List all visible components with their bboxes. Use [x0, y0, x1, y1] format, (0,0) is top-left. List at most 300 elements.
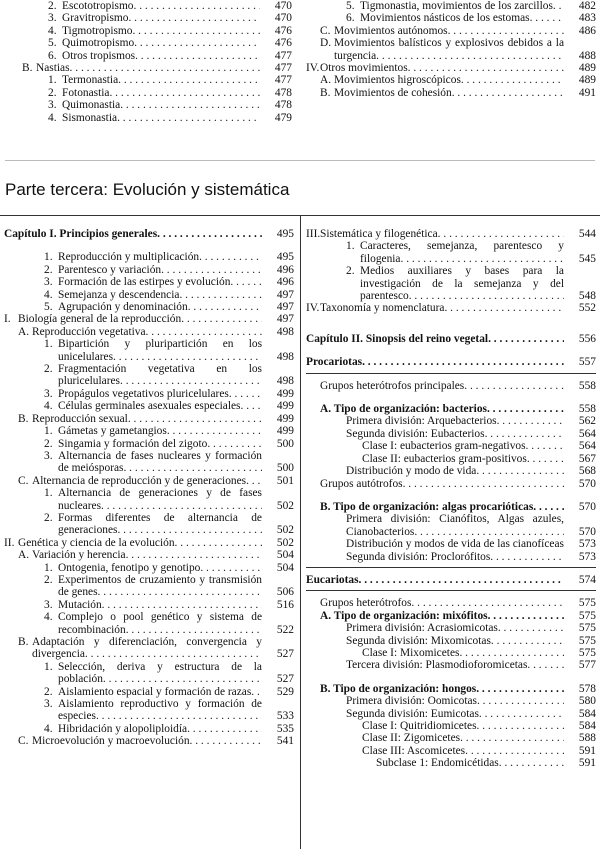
toc-entry-number: B.: [18, 636, 29, 648]
toc-entry-page: 496: [276, 263, 294, 276]
toc-entry-page: 548: [578, 290, 596, 303]
toc-entry-page: 504: [276, 549, 294, 562]
toc-entry-page: 591: [578, 757, 596, 770]
toc-entry-page: 558: [578, 403, 596, 416]
toc-entry-page: 496: [276, 276, 294, 289]
toc-entry-title: Primera división: Cianófitos, Algas azules, Cianobacterios: [346, 513, 564, 538]
toc-entry-page: 578: [578, 682, 596, 695]
toc-entry-title: Selección, deriva y estructura de la población: [58, 660, 262, 686]
toc-entry-number: 1.: [44, 338, 53, 351]
toc-entry-page: 522: [276, 623, 294, 636]
toc-entry-title: Células germinales asexuales especiales: [58, 400, 241, 413]
group-rule: [306, 590, 596, 591]
toc-entry-title: Fotonastia: [62, 86, 110, 99]
toc-entry-title: Escototropismo: [62, 0, 134, 12]
toc-entry-page: 477: [274, 62, 292, 75]
toc-entry-title: Quimotropismo: [62, 37, 135, 50]
toc-entry-page: 486: [578, 24, 596, 37]
toc-entry-title: Clase III: Ascomicetes: [362, 744, 466, 757]
toc-entry-number: 4.: [48, 24, 57, 37]
toc-entry[interactable]: [8, 50, 292, 62]
toc-entry-number: 4.: [44, 288, 53, 301]
spacer: [306, 345, 596, 356]
toc-entry-title: Clase II: eubacterios gram-positivos: [362, 452, 527, 465]
toc-entry[interactable]: [306, 0, 596, 12]
toc-entry-page: 516: [276, 598, 294, 611]
toc-entry-title: Aislamiento espacial y formación de razas: [58, 685, 252, 698]
toc-entry-page: 499: [276, 400, 294, 413]
toc-entry-page: 541: [276, 735, 294, 748]
toc-entry-number: 2.: [44, 511, 53, 524]
toc-entry[interactable]: [306, 403, 596, 415]
toc-entry[interactable]: [306, 12, 596, 24]
toc-entry-page: 495: [276, 251, 294, 264]
toc-entry-number: 6.: [346, 12, 355, 25]
toc-entry-number: 2.: [44, 685, 53, 698]
toc-entry-title: Capítulo I. Principios generales: [4, 228, 158, 240]
toc-entry[interactable]: [8, 62, 292, 74]
toc-entry-number: A.: [18, 549, 30, 562]
toc-entry-title: Tigmotropismo: [62, 24, 133, 37]
toc-entry-title: Grupos heterótrofos: [320, 597, 412, 610]
toc-entry[interactable]: [306, 478, 596, 490]
toc-entry-number: C.: [18, 735, 29, 748]
toc-entry[interactable]: [306, 610, 596, 622]
toc-entry-page: 564: [578, 440, 596, 453]
toc-entry[interactable]: [4, 326, 294, 338]
toc-entry-title: Distribución y modo de vida: [346, 465, 477, 478]
toc-entry-title: Otros movimientos: [320, 62, 408, 75]
toc-entry-page: 577: [578, 659, 596, 672]
group-rule: [306, 373, 596, 374]
toc-entry-title: Movimientos balísticos y explosivos debidos a la turgencia: [334, 37, 564, 62]
toc-entry[interactable]: [4, 289, 294, 301]
toc-entry-page: 580: [578, 695, 596, 708]
toc-entry[interactable]: [4, 425, 294, 437]
toc-entry[interactable]: [306, 428, 596, 440]
toc-entry-page: 502: [276, 536, 294, 549]
toc-entry-page: 488: [578, 49, 596, 62]
toc-entry[interactable]: [4, 611, 294, 636]
toc-entry-title: Subclase 1: Endomicétidas: [376, 757, 499, 770]
toc-entry[interactable]: [306, 333, 596, 345]
toc-entry-page: 556: [578, 332, 596, 345]
toc-entry-title: Reproducción y multiplicación: [58, 251, 200, 264]
toc-entry[interactable]: [4, 636, 294, 661]
toc-entry-page: 564: [578, 427, 596, 440]
toc-entry-title: Formación de las estirpes y evolución: [58, 276, 231, 289]
toc-entry-title: Clase II: Zigomicetes: [362, 732, 461, 745]
group-rule: [306, 567, 596, 568]
toc-entry-title: Adaptación y diferenciación, convergencia y divergencia: [32, 636, 262, 661]
toc-entry-title: Alternancia de reproducción y de generaciones: [32, 474, 247, 487]
toc-entry-page: 529: [276, 685, 294, 698]
toc-entry-page: 499: [276, 412, 294, 425]
toc-entry[interactable]: [8, 0, 292, 12]
toc-entry-title: Primera división: Acrasiomicotas: [346, 622, 498, 635]
toc-entry-number: B.: [22, 62, 33, 75]
toc-entry-number: 4.: [44, 722, 53, 735]
toc-entry-title: Formas diferentes de alternancia de generaciones: [58, 511, 262, 537]
toc-entry-page: 479: [274, 111, 292, 124]
toc-entry-page: 568: [578, 465, 596, 478]
toc-entry[interactable]: [306, 415, 596, 427]
column-separator: [300, 215, 301, 849]
spacer: [306, 392, 596, 403]
toc-entry[interactable]: [306, 356, 596, 368]
toc-entry-title: Eucariotas: [306, 573, 359, 586]
toc-entry-number: 3.: [48, 12, 57, 25]
toc-entry-page: 495: [276, 228, 294, 240]
toc-entry-title: Segunda división: Eumicotas: [346, 707, 479, 720]
toc-entry[interactable]: [306, 265, 596, 302]
toc-entry-number: B.: [320, 86, 331, 99]
toc-entry-page: 478: [274, 99, 292, 112]
toc-entry-page: 562: [578, 415, 596, 428]
toc-entry[interactable]: [306, 380, 596, 392]
toc-entry-title: Tigmonastia, movimientos de los zarcillos: [360, 0, 553, 12]
toc-entry[interactable]: [4, 686, 294, 698]
toc-entry-page: 504: [276, 561, 294, 574]
toc-entry-page: 483: [578, 12, 596, 25]
toc-entry-title: Semejanza y descendencia: [58, 288, 180, 301]
toc-entry-page: 497: [276, 301, 294, 314]
toc-entry[interactable]: [4, 549, 294, 561]
toc-entry-title: Clase I: Mixomicetes: [362, 646, 460, 659]
toc-entry[interactable]: [4, 276, 294, 288]
toc-entry-number: 3.: [44, 276, 53, 289]
toc-entry-title: Grupos heterótrofos principales: [320, 379, 465, 392]
toc-entry-page: 476: [274, 37, 292, 50]
toc-entry-page: 584: [578, 720, 596, 732]
toc-entry[interactable]: [306, 574, 596, 586]
toc-entry-number: 1.: [48, 74, 57, 87]
toc-entry-title: Grupos autótrofos: [320, 477, 403, 490]
toc-entry-page: 500: [276, 462, 294, 475]
toc-entry-number: C.: [18, 474, 29, 487]
toc-entry-page: 575: [578, 646, 596, 659]
toc-entry-page: 535: [276, 722, 294, 735]
toc-entry[interactable]: [306, 74, 596, 86]
toc-entry-title: Gravitropismo: [62, 12, 129, 25]
toc-entry-title: Reproducción sexual: [32, 412, 128, 425]
toc-entry-page: 527: [276, 673, 294, 686]
toc-entry[interactable]: [306, 228, 596, 240]
toc-entry-title: Genética y ciencia de la evolución: [18, 536, 175, 549]
toc-entry[interactable]: [306, 87, 596, 99]
toc-entry-page: 545: [578, 252, 596, 265]
toc-entry-number: 3.: [44, 698, 53, 711]
toc-entry-page: 575: [578, 634, 596, 647]
toc-entry-number: 4.: [44, 611, 53, 624]
toc-entry[interactable]: [306, 440, 596, 452]
toc-entry-title: Gámetas y gametangios: [58, 425, 167, 438]
toc-entry-page: 482: [578, 0, 596, 12]
toc-entry-title: Tercera división: Plasmodioforomicetas: [346, 659, 528, 672]
toc-entry-number: 1.: [44, 561, 53, 574]
toc-entry[interactable]: [306, 720, 596, 732]
toc-entry[interactable]: [4, 487, 294, 512]
toc-entry-title: Distribución y modos de vida de las cianofíceas: [346, 538, 564, 551]
toc-entry-title: Caracteres, semejanza, parentesco y filogenia: [360, 240, 564, 265]
toc-entry-title: Bipartición y pluripartición en los unicelulares: [58, 338, 262, 363]
toc-entry[interactable]: [306, 635, 596, 647]
toc-entry[interactable]: [306, 465, 596, 477]
toc-entry[interactable]: [8, 12, 292, 24]
toc-entry[interactable]: [4, 537, 294, 549]
toc-entry-number: A.: [18, 325, 30, 338]
toc-entry[interactable]: [306, 37, 596, 62]
toc-entry-title: Sismonastia: [62, 111, 118, 124]
toc-entry[interactable]: [8, 25, 292, 37]
toc-entry[interactable]: [8, 112, 292, 124]
toc-entry-page: 497: [276, 288, 294, 301]
toc-entry[interactable]: [4, 301, 294, 313]
toc-entry-number: 2.: [48, 86, 57, 99]
toc-top-right: [306, 0, 596, 99]
toc-entry-title: Quimonastia: [62, 99, 121, 112]
toc-entry-number: 1.: [44, 251, 53, 264]
toc-entry-page: 567: [578, 452, 596, 465]
toc-entry[interactable]: [4, 698, 294, 723]
toc-entry-number: D.: [320, 37, 332, 50]
toc-entry[interactable]: [306, 453, 596, 465]
toc-entry-page: 502: [276, 499, 294, 512]
toc-entry-page: 575: [578, 597, 596, 610]
toc-entry[interactable]: [306, 622, 596, 634]
toc-entry-title: Movimientos autónomos: [334, 24, 448, 37]
toc-entry-title: Ontogenia, fenotipo y genotipo: [58, 561, 201, 574]
toc-entry-page: 533: [276, 710, 294, 723]
toc-entry[interactable]: [306, 62, 596, 74]
toc-entry-page: 491: [578, 86, 596, 99]
toc-entry[interactable]: [306, 732, 596, 744]
toc-entry-page: 573: [578, 550, 596, 563]
toc-entry[interactable]: [306, 683, 596, 695]
toc-entry-page: 478: [274, 86, 292, 99]
toc-entry[interactable]: [306, 745, 596, 757]
toc-entry[interactable]: [4, 388, 294, 400]
toc-entry-title: Singamia y formación del zigoto: [58, 437, 208, 450]
toc-entry-title: Hibridación y alopoliploidía: [58, 722, 188, 735]
toc-entry[interactable]: [4, 562, 294, 574]
toc-entry-number: B.: [18, 412, 29, 425]
toc-entry[interactable]: [4, 400, 294, 412]
toc-entry-number: 2.: [48, 0, 57, 12]
toc-entry[interactable]: [306, 240, 596, 265]
spacer: [306, 672, 596, 683]
toc-entry[interactable]: [4, 599, 294, 611]
toc-entry-title: Termonastia: [62, 74, 119, 87]
toc-entry-number: III.: [306, 228, 321, 240]
toc-entry-number: 2.: [346, 265, 355, 278]
toc-entry-title: Movimientos de cohesión: [334, 86, 452, 99]
toc-entry-title: Microevolución y macroevolución: [32, 735, 190, 748]
toc-entry-title: A. Tipo de organización: bacterios: [320, 403, 487, 416]
toc-entry-title: Clase I: eubacterios gram-negativos: [362, 440, 526, 453]
toc-entry-page: 588: [578, 732, 596, 745]
toc-entry[interactable]: [306, 695, 596, 707]
toc-entry-title: Segunda división: Mixomicotas: [346, 634, 491, 647]
toc-entry-number: 2.: [44, 363, 53, 376]
toc-entry[interactable]: [306, 757, 596, 769]
toc-entry-title: Aislamiento reproductivo y formación de especies: [58, 698, 262, 723]
toc-entry-title: A. Tipo de organización: mixófitos: [320, 609, 488, 622]
toc-entry[interactable]: [306, 302, 596, 314]
toc-entry-number: 1.: [44, 487, 53, 500]
toc-entry-page: 498: [276, 350, 294, 363]
toc-entry-title: Complejo o pool genético y sistema de recombinación: [58, 611, 262, 636]
toc-entry-title: Biología general de la reproducción: [18, 313, 182, 326]
toc-entry[interactable]: [306, 538, 596, 550]
toc-entry-number: 1.: [44, 660, 53, 673]
toc-entry-page: 499: [276, 387, 294, 400]
toc-entry[interactable]: [306, 647, 596, 659]
toc-entry[interactable]: [306, 551, 596, 563]
toc-entry[interactable]: [8, 87, 292, 99]
section-title: Parte tercera: Evolución y sistemática: [5, 180, 290, 199]
toc-entry-title: Procariotas: [306, 356, 363, 369]
toc-entry[interactable]: [4, 338, 294, 363]
toc-entry-page: 506: [276, 586, 294, 599]
toc-entry-number: 1.: [346, 240, 355, 253]
toc-entry-page: 501: [276, 474, 294, 487]
toc-entry-title: Medios auxiliares y bases para la investigación de la semejanza y del parentesco: [360, 265, 564, 303]
toc-entry[interactable]: [4, 450, 294, 475]
toc-entry-page: 476: [274, 24, 292, 37]
toc-entry-page: 575: [578, 622, 596, 635]
toc-entry-page: 552: [578, 302, 596, 315]
toc-entry-number: 6.: [48, 49, 57, 62]
toc-entry-page: 527: [276, 648, 294, 661]
spacer: [4, 240, 294, 251]
toc-entry[interactable]: [4, 251, 294, 263]
toc-entry[interactable]: [4, 313, 294, 325]
toc-entry-title: Experimentos de cruzamiento y transmisión de genes: [58, 573, 262, 599]
toc-entry-title: Clase I: Quitridiomicetes: [362, 720, 477, 732]
toc-entry-title: Segunda división: Eubacterios: [346, 427, 485, 440]
toc-entry[interactable]: [4, 735, 294, 747]
toc-entry-page: 591: [578, 744, 596, 757]
toc-entry-page: 557: [578, 356, 596, 369]
toc-entry-title: Reproducción vegetativa: [32, 325, 146, 338]
toc-entry-number: 2.: [44, 263, 53, 276]
section-divider: [5, 160, 595, 161]
toc-entry-page: 489: [578, 74, 596, 87]
toc-entry-title: Fragmentación vegetativa en los pluricelulares: [58, 363, 262, 388]
toc-entry-number: IV.: [306, 302, 320, 315]
toc-entry-number: A.: [320, 74, 332, 87]
toc-entry[interactable]: [306, 597, 596, 609]
toc-right-column: [306, 228, 596, 770]
toc-entry[interactable]: [4, 363, 294, 388]
toc-entry-page: 477: [274, 74, 292, 87]
toc-entry-title: Otros tropismos: [62, 49, 136, 62]
toc-entry-number: 3.: [44, 598, 53, 611]
toc-entry[interactable]: [8, 74, 292, 86]
toc-entry-title: Taxonomía y nomenclatura: [320, 302, 445, 315]
toc-entry[interactable]: [4, 512, 294, 537]
toc-entry-page: 575: [578, 609, 596, 622]
toc-entry[interactable]: [4, 264, 294, 276]
toc-entry-page: 584: [578, 707, 596, 720]
toc-entry-title: B. Tipo de organización: hongos: [320, 682, 477, 695]
toc-entry[interactable]: [4, 413, 294, 425]
toc-entry-page: 570: [578, 525, 596, 538]
toc-left-column: [4, 228, 294, 748]
toc-entry-title: Mutación: [58, 598, 102, 611]
toc-entry-number: 4.: [48, 111, 57, 124]
toc-entry-title: Primera división: Arquebacterios: [346, 415, 497, 428]
toc-entry[interactable]: [8, 99, 292, 111]
toc-entry-number: 3.: [44, 449, 53, 462]
toc-entry-page: 498: [276, 375, 294, 388]
toc-entry[interactable]: [4, 723, 294, 735]
toc-entry[interactable]: [306, 659, 596, 671]
toc-entry-page: 570: [578, 477, 596, 490]
toc-entry-number: 2.: [44, 437, 53, 450]
toc-entry-page: 477: [274, 49, 292, 62]
spacer: [306, 490, 596, 501]
toc-entry[interactable]: [306, 513, 596, 538]
toc-entry-page: 498: [276, 325, 294, 338]
toc-entry-page: 489: [578, 62, 596, 75]
toc-entry-title: B. Tipo de organización: algas procarióticas: [320, 500, 534, 513]
toc-entry-title: Sistemática y filogenética: [320, 228, 438, 240]
toc-entry-title: Movimientos násticos de los estomas: [360, 12, 530, 25]
toc-entry[interactable]: [4, 228, 294, 240]
toc-entry[interactable]: [306, 501, 596, 513]
toc-entry-title: Primera división: Oomicotas: [346, 695, 477, 708]
toc-entry-title: Parentesco y variación: [58, 263, 162, 276]
toc-entry-number: 4.: [44, 400, 53, 413]
toc-entry-page: 499: [276, 425, 294, 438]
toc-entry-number: IV.: [306, 62, 320, 75]
toc-entry-number: II.: [4, 536, 15, 549]
toc-entry-number: C.: [320, 24, 331, 37]
toc-entry[interactable]: [8, 37, 292, 49]
toc-entry[interactable]: [4, 661, 294, 686]
toc-entry-page: 573: [578, 538, 596, 551]
spacer: [306, 315, 596, 333]
toc-entry[interactable]: [306, 25, 596, 37]
toc-entry-page: 544: [578, 228, 596, 240]
toc-entry-number: 5.: [48, 37, 57, 50]
toc-entry-page: 500: [276, 437, 294, 450]
toc-entry-number: 1.: [44, 425, 53, 438]
toc-entry-title: Alternancia de fases nucleares y formación de meiósporas: [58, 449, 262, 475]
toc-entry-title: Capítulo II. Sinopsis del reino vegetal: [306, 332, 489, 345]
toc-entry[interactable]: [4, 438, 294, 450]
toc-entry-page: 570: [578, 500, 596, 513]
toc-entry-title: Propágulos vegetativos pluricelulares: [58, 387, 229, 400]
toc-entry-number: I.: [4, 313, 11, 326]
toc-entry-title: Segunda división: Proclorófitos: [346, 550, 491, 563]
toc-entry-title: Alternancia de generaciones y de fases nucleares: [58, 487, 262, 512]
toc-entry-title: Variación y herencia: [32, 549, 126, 562]
toc-entry[interactable]: [306, 708, 596, 720]
toc-entry-number: 3.: [48, 99, 57, 112]
toc-entry[interactable]: [4, 574, 294, 599]
toc-entry-page: 502: [276, 524, 294, 537]
toc-entry-number: 3.: [44, 387, 53, 400]
toc-entry-number: 2.: [44, 573, 53, 586]
toc-entry-title: Agrupación y denominación: [58, 301, 188, 314]
toc-entry[interactable]: [4, 475, 294, 487]
toc-entry-number: 5.: [44, 301, 53, 314]
toc-entry-title: Movimientos higroscópicos: [334, 74, 461, 87]
toc-entry-page: 470: [274, 12, 292, 25]
